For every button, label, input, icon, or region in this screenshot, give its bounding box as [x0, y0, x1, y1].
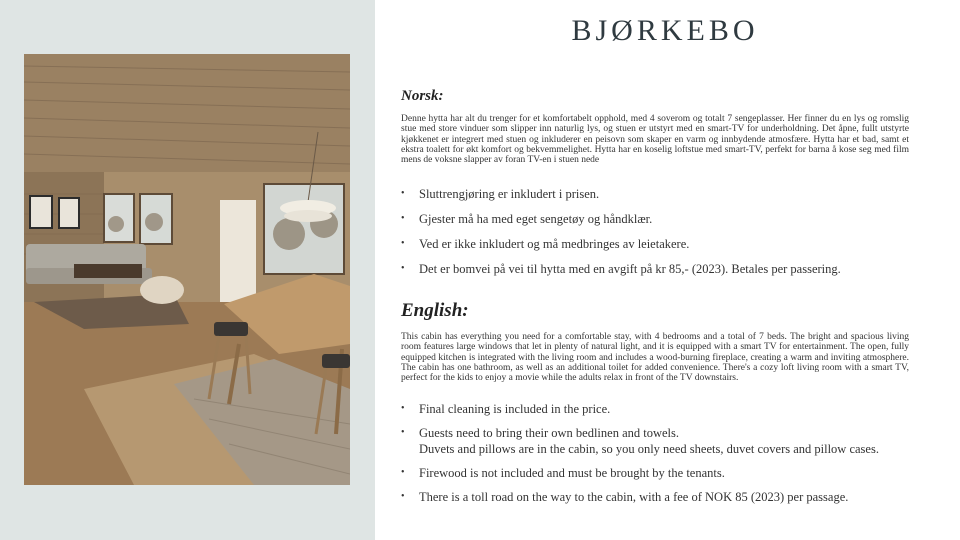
list-item: [401, 465, 941, 481]
photo-wall-art-1: [30, 196, 52, 228]
photo-curtain: [220, 200, 256, 310]
english-paragraph: This cabin has everything you need for a comfortable stay, with 4 bedrooms and a total of 7 beds. The bright and spacious living room features large windows that let in plenty of natural light, and it is equipped with a smart TV for entertainment. The open, fully equipped kitchen is integrated with the living room and includes a wood-burning fireplace, creating a warm and inviting atmosphere. The cabin has one bathroom, as well as an additional toilet for added convenience. There's a cozy loft living room with a smart TV, perfect for the kids to enjoy a movie while the adults relax in front of the TV downstairs.: [401, 332, 909, 384]
english-bullet-subtext: Duvets and pillows are in the cabin, so you only need sheets, duvet covers and pillow cases.: [419, 442, 879, 456]
photo-wall-art-2: [59, 198, 79, 228]
list-item: [401, 211, 941, 227]
list-item: [401, 489, 941, 505]
bullet-icon: •: [401, 188, 405, 199]
list-item: [401, 236, 941, 252]
norsk-bullet-text: Sluttrengjøring er inkludert i prisen.: [419, 187, 600, 201]
english-bullet-text: Final cleaning is included in the price.: [419, 402, 611, 416]
bullet-icon: •: [401, 403, 405, 414]
page-title: BJØRKEBO: [571, 14, 759, 47]
norsk-heading: Norsk:: [401, 88, 444, 104]
english-bullet-text: Firewood is not included and must be brought by the tenants.: [419, 466, 725, 480]
bullet-icon: •: [401, 263, 405, 274]
norsk-paragraph: Denne hytta har alt du trenger for et komfortabelt opphold, med 4 soverom og totalt 7 sengeplasser. Her finner du en lys og romslig stue med store vinduer som slipper inn naturlig lys, og stuen er utstyrt med en smart-TV for underholdning. Det åpne, fullt utstyrte kjøkkenet er integrert med stuen og inkluderer en peisovn som skaper en varm og innbydende atmosfære. Hytta har et bad, samt et ekstra toalett for økt komfort og bekvemmelighet. Hytta har en koselig loftstue med smart-TV, perfekt for barna å kose seg med film mens de voksne slapper av foran TV-en i stuen nede: [401, 114, 909, 166]
list-item: [401, 186, 941, 202]
english-bullet-text: Guests need to bring their own bedlinen and towels.: [419, 426, 680, 440]
english-bullet-text: There is a toll road on the way to the cabin, with a fee of NOK 85 (2023) per passage.: [419, 490, 849, 504]
list-item: [401, 401, 941, 417]
english-heading: English:: [401, 300, 469, 321]
list-item: [401, 261, 941, 277]
cabin-interior-photo: [24, 54, 350, 485]
bullet-icon: •: [401, 491, 405, 502]
norsk-bullet-text: Ved er ikke inkludert og må medbringes av leietakere.: [419, 237, 690, 251]
bullet-icon: •: [401, 427, 405, 438]
norsk-bullet-text: Det er bomvei på vei til hytta med en avgift på kr 85,- (2023). Betales per passering.: [419, 262, 841, 276]
photo-armchair: [140, 276, 184, 304]
norsk-bullet-text: Gjester må ha med eget sengetøy og håndklær.: [419, 212, 653, 226]
bullet-icon: •: [401, 213, 405, 224]
bullet-icon: •: [401, 467, 405, 478]
norsk-bullet-list: [401, 186, 941, 277]
bullet-icon: •: [401, 238, 405, 249]
english-bullet-list: [401, 401, 941, 505]
list-item: [401, 425, 941, 457]
photo-coffee-table: [74, 264, 142, 278]
